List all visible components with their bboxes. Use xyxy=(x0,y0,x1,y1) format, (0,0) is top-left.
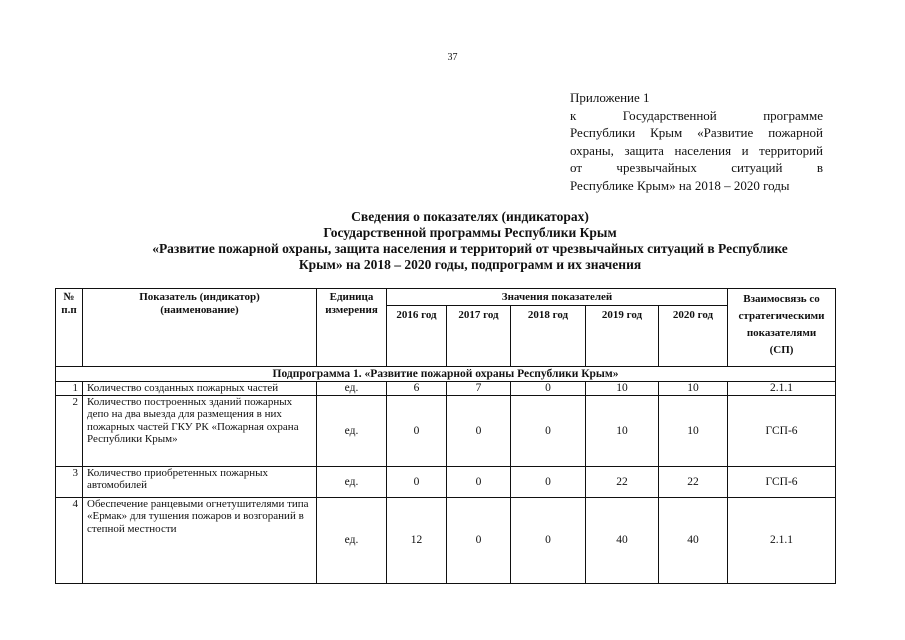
row-strategic-link: ГСП-6 xyxy=(728,395,836,466)
row-number: 1 xyxy=(56,382,83,396)
row-unit: ед. xyxy=(317,497,387,583)
subprogram-title: Подпрограмма 1. «Развитие пожарной охраны Республики Крым» xyxy=(56,367,836,382)
page-number: 37 xyxy=(447,52,458,63)
row-value: 0 xyxy=(387,395,447,466)
row-value: 0 xyxy=(387,466,447,497)
heading-line: Сведения о показателях (индикаторах) xyxy=(351,209,589,224)
row-indicator: Обеспечение ранцевыми огнетушителями типа «Ермак» для тушения пожаров и возгораний в степной местности xyxy=(83,497,317,583)
header-year: 2019 год xyxy=(586,306,659,367)
appendix-line: охраны, защита населения и территорий xyxy=(570,142,823,158)
row-value: 10 xyxy=(586,382,659,396)
row-number: 4 xyxy=(56,497,83,583)
appendix-line: Республике Крым» на 2018 – 2020 годы xyxy=(570,177,790,193)
table-row xyxy=(56,466,836,497)
row-value: 0 xyxy=(511,497,586,583)
row-indicator: Количество созданных пожарных частей xyxy=(83,382,317,396)
row-indicator: Количество приобретенных пожарных автомобилей xyxy=(83,466,317,497)
heading-line: Государственной программы Республики Крым xyxy=(323,225,617,240)
table-row xyxy=(56,497,836,583)
row-value: 0 xyxy=(511,382,586,396)
appendix-line: от чрезвычайных ситуаций в xyxy=(570,160,823,175)
header-strategic-link: Взаимосвязь со стратегическими показателями (СП) xyxy=(728,289,836,367)
appendix-note xyxy=(570,89,823,194)
row-strategic-link: 2.1.1 xyxy=(728,382,836,396)
row-value: 0 xyxy=(447,497,511,583)
row-value: 40 xyxy=(659,497,728,583)
header-unit: Единица измерения xyxy=(317,289,387,367)
header-indicator: Показатель (индикатор) (наименование) xyxy=(83,289,317,367)
row-value: 0 xyxy=(447,395,511,466)
appendix-line: к Государственной программе xyxy=(570,107,823,123)
heading-line: Крым» на 2018 – 2020 годы, подпрограмм и их значения xyxy=(298,257,642,272)
document-heading xyxy=(100,209,840,273)
appendix-line: Республики Крым «Развитие пожарной xyxy=(570,125,823,140)
header-year: 2020 год xyxy=(659,306,728,367)
row-value: 40 xyxy=(586,497,659,583)
row-value: 10 xyxy=(659,382,728,396)
appendix-line: Приложение 1 xyxy=(570,90,650,105)
row-value: 6 xyxy=(387,382,447,396)
header-values-group: Значения показателей xyxy=(387,289,728,306)
row-value: 10 xyxy=(586,395,659,466)
row-value: 22 xyxy=(586,466,659,497)
row-value: 0 xyxy=(447,466,511,497)
row-value: 7 xyxy=(447,382,511,396)
row-value: 12 xyxy=(387,497,447,583)
header-year: 2017 год xyxy=(447,306,511,367)
header-year: 2018 год xyxy=(511,306,586,367)
row-value: 22 xyxy=(659,466,728,497)
row-value: 0 xyxy=(511,395,586,466)
row-indicator: Количество построенных зданий пожарных депо на два выезда для размещения в них пожарных частей ГКУ РК «Пожарная охрана Республики Крым» xyxy=(83,395,317,466)
row-number: 2 xyxy=(56,395,83,466)
row-value: 10 xyxy=(659,395,728,466)
header-year: 2016 год xyxy=(387,306,447,367)
row-strategic-link: 2.1.1 xyxy=(728,497,836,583)
table-row xyxy=(56,382,836,396)
table-row xyxy=(56,395,836,466)
row-value: 0 xyxy=(511,466,586,497)
row-unit: ед. xyxy=(317,382,387,396)
indicators-table xyxy=(55,288,836,584)
row-strategic-link: ГСП-6 xyxy=(728,466,836,497)
row-unit: ед. xyxy=(317,466,387,497)
row-unit: ед. xyxy=(317,395,387,466)
heading-line: «Развитие пожарной охраны, защита населения и территорий от чрезвычайных ситуаций в Республике xyxy=(152,241,788,256)
row-number: 3 xyxy=(56,466,83,497)
header-number: № п.п xyxy=(56,289,83,367)
